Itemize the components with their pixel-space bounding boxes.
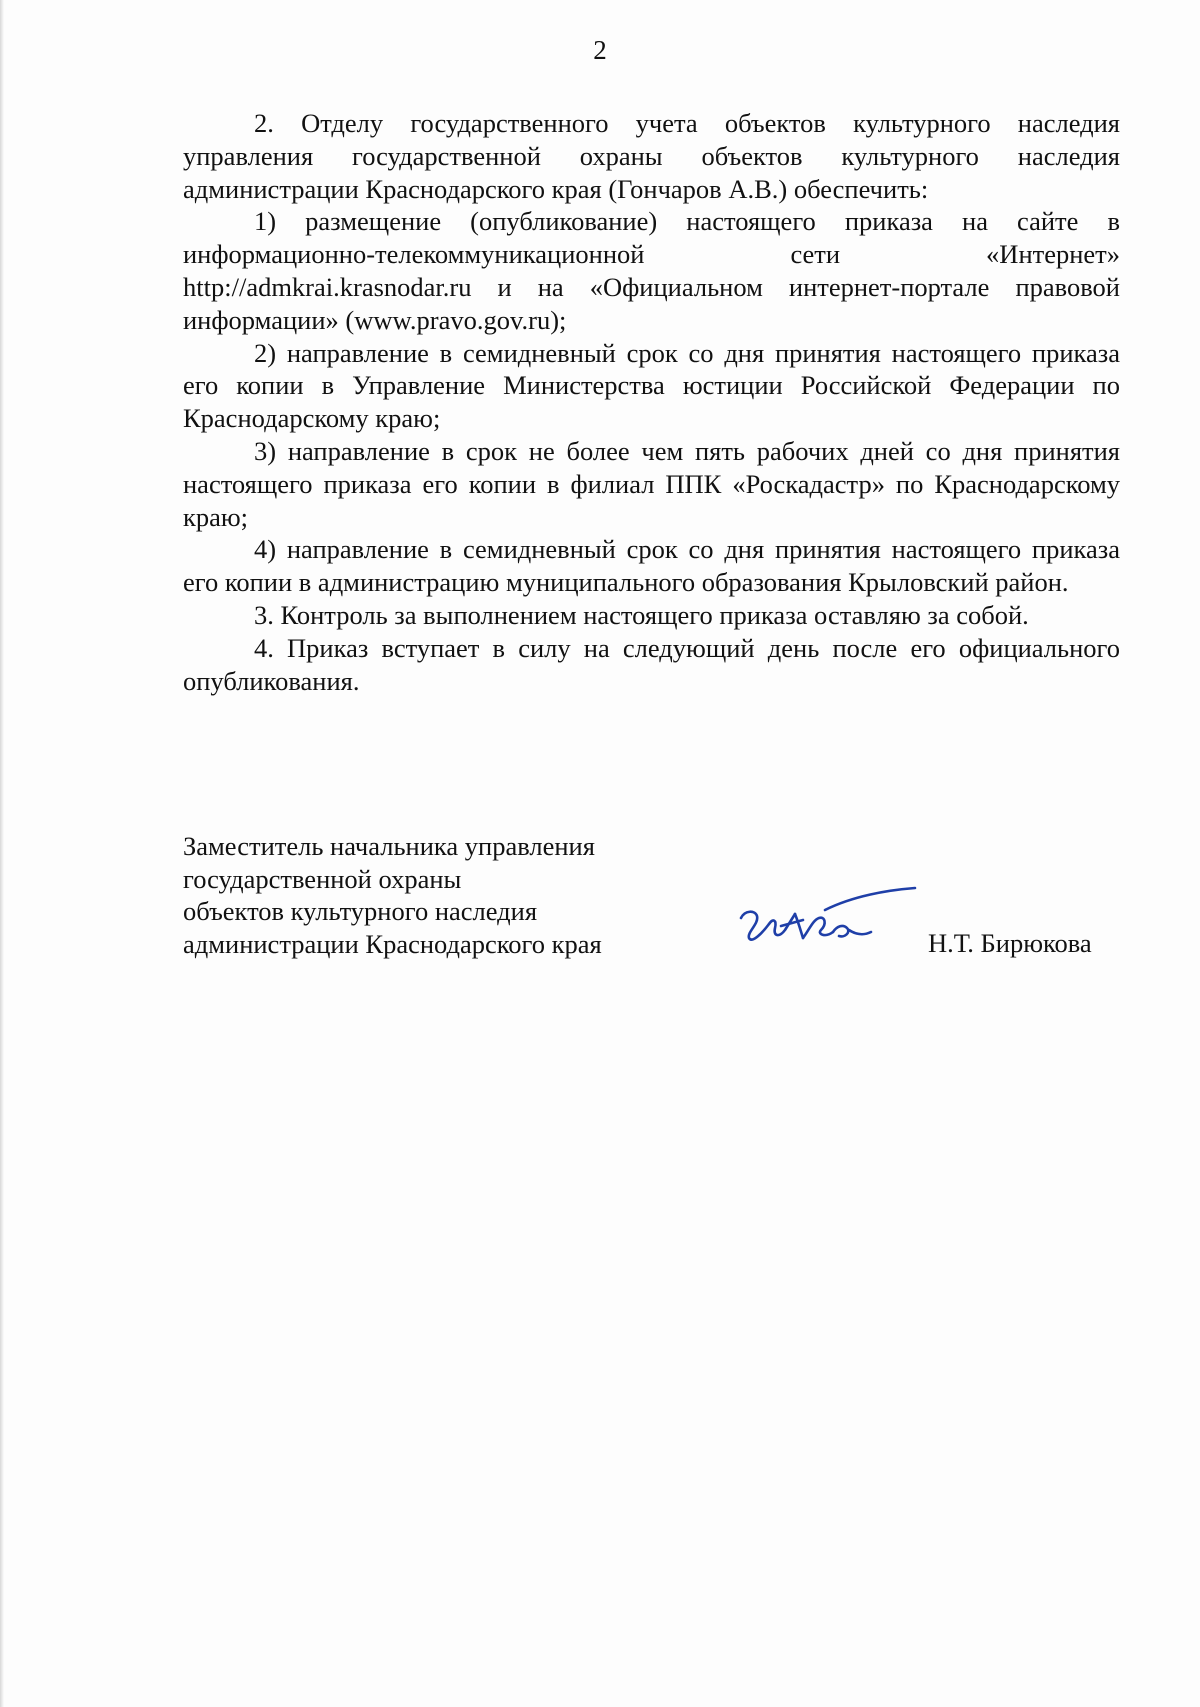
paragraph-section-4-effective-date: 4. Приказ вступает в силу на следующий день после его официального опубликования.: [183, 632, 1120, 696]
position-line: администрации Краснодарского края: [183, 928, 602, 959]
paragraph-item-4-municipality: 4) направление в семидневный срок со дня принятия настоящего приказа его копии в администрацию муниципального образования Крыловский район.: [183, 534, 1120, 598]
signatory-name: Н.Т. Бирюкова: [928, 928, 1092, 958]
document-body: [183, 107, 1120, 697]
position-line: Заместитель начальника управления: [183, 831, 595, 861]
scan-edge-shadow: [0, 0, 4, 1707]
paragraph-section-2: 2. Отделу государственного учета объектов культурного наследия управления государственной охраны объектов культурного наследия администрации Краснодарского края (Гончаров А.В.) обеспечить:: [183, 108, 1120, 204]
paragraph-section-3-control: 3. Контроль за выполнением настоящего приказа оставляю за собой.: [254, 599, 1029, 630]
position-line: объектов культурного наследия: [183, 896, 538, 926]
position-line: государственной охраны: [183, 863, 462, 894]
paragraph-item-2-ministry-of-justice: 2) направление в семидневный срок со дня принятия настоящего приказа его копии в Управление Министерства юстиции Российской Федерации по Краснодарскому краю;: [183, 337, 1120, 434]
paragraph-item-1-publication: 1) размещение (опубликование) настоящего приказа на сайте в информационно-телекоммуникационной сети «Интернет» http://admkrai.krasnodar.ru и на «Официальном интернет-портале правовой информации» (www.pravo.gov.ru);: [183, 206, 1120, 335]
handwritten-signature: [733, 880, 923, 960]
page-number: 2: [593, 35, 607, 65]
signatory-position: [183, 830, 653, 960]
paragraph-item-3-roskadastr: 3) направление в срок не более чем пять рабочих дней со дня принятия настоящего приказа его копии в филиал ППК «Роскадастр» по Краснодарскому краю;: [183, 435, 1120, 532]
